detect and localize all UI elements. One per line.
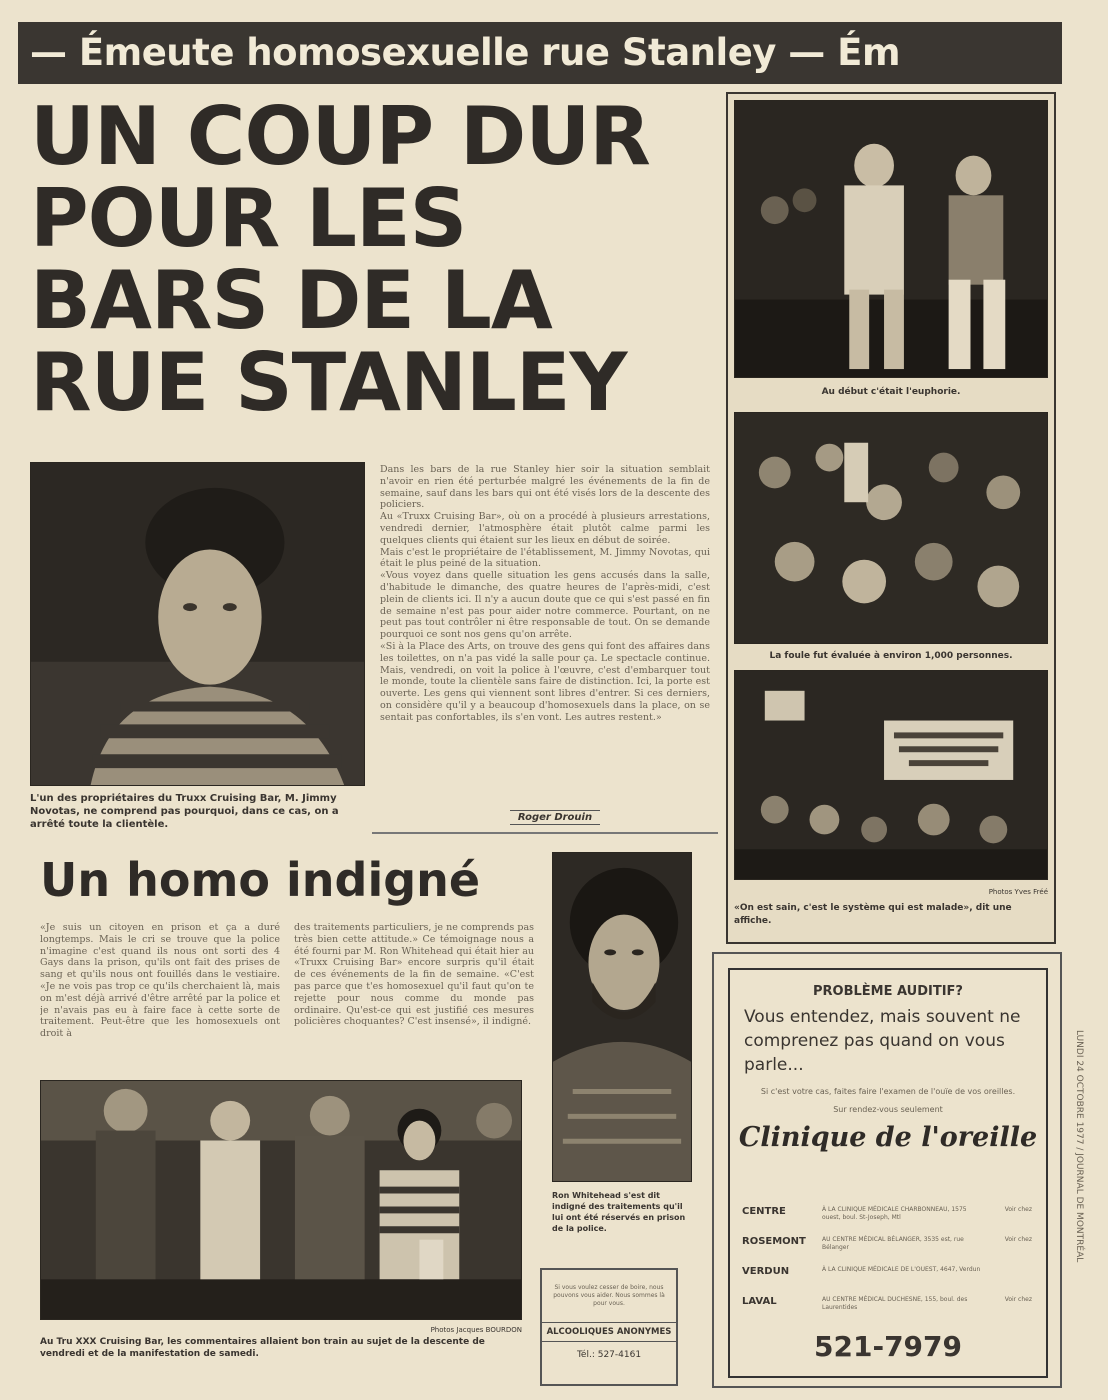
location-address: AU CENTRE MÉDICAL DUCHESNE, 155, boul. des Laurentides — [822, 1296, 968, 1311]
hearing-ad-lead: Vous entendez, mais souvent ne comprenez pas quand on vous parle... — [744, 1007, 1021, 1075]
owner-portrait-caption: L'un des propriétaires du Truxx Cruising Bar, M. Jimmy Novotas, ne comprend pas pourquoi, dans ce cas, on a arrêté toute la clientèle. — [30, 793, 339, 830]
aa-advertisement — [540, 1268, 678, 1386]
location-row — [742, 1266, 1038, 1296]
headline-line-1: UN COUP DUR — [30, 90, 650, 183]
protest-photo-credit: Photos Yves Fréé — [988, 888, 1048, 896]
hearing-ad-appointment: Sur rendez-vous seulement — [833, 1105, 943, 1114]
main-article-body — [380, 464, 710, 794]
location-note: Voir chez — [1004, 1296, 1032, 1303]
main-headline — [30, 90, 720, 429]
hearing-ad-heading: PROBLÈME AUDITIF? — [813, 984, 963, 999]
main-article-paragraph: Au «Truxx Cruising Bar», où on a procédé à plusieurs arrestations, vendredi dernier, l'atmosphère était plutôt calme parmi les quelques clients qui étaient sur les lieux en début de soirée. — [380, 511, 710, 546]
main-article-paragraph: «Vous voyez dans quelle situation les gens accusés dans la salle, d'habitude le dimanche, des quatre heures de l'après-midi, c'est plein de clients ici. Il n'y a aucun doute que ce qui s'est passé en fin de semaine n'est pas pour aider notre commerce. Pourtant, on ne peut pas tout contrôler ni être responsable de tout. On se demande pourquoi ce sont nos gens qu'on arrête. — [380, 570, 710, 641]
main-article-paragraph: Dans les bars de la rue Stanley hier soir la situation semblait n'avoir en rien été perturbée malgré les événements de la fin de semaine, sauf dans les bars qui ont été visés lors de la descente des policiers. — [380, 464, 710, 511]
aa-ad-name: ALCOOLIQUES ANONYMES — [542, 1322, 676, 1342]
location-address: À LA CLINIQUE MÉDICALE CHARBONNEAU, 1575 ouest, boul. St-Joseph, Mtl — [822, 1206, 967, 1221]
whitehead-portrait-photo — [552, 852, 692, 1182]
headline-line-4: RUE STANLEY — [30, 336, 627, 429]
bar-group-photo-credit: Photos Jacques BOURDON — [430, 1326, 522, 1334]
location-note: Voir chez — [1004, 1236, 1032, 1243]
headline-line-2: POUR LES — [30, 172, 467, 265]
location-address: AU CENTRE MÉDICAL BÉLANGER, 3535 est, rue Bélanger — [822, 1236, 964, 1251]
main-article-paragraph: Mais c'est le propriétaire de l'établissement, M. Jimmy Novotas, qui était le plus peiné de la situation. — [380, 546, 710, 570]
main-article-byline: Roger Drouin — [510, 810, 600, 825]
headline-line-3: BARS DE LA — [30, 254, 552, 347]
owner-portrait-photo — [30, 462, 365, 786]
location-name: LAVAL — [742, 1296, 777, 1307]
protest-photo — [734, 670, 1048, 880]
subarticle-title: Un homo indigné — [40, 853, 481, 907]
location-name: CENTRE — [742, 1206, 786, 1217]
subarticle-column-1: «Je suis un citoyen en prison et ça a duré longtemps. Mais le cri se trouve que la police n'imagine c'est quand ils nous ont sorti des 4 Gays dans la prison, qu'ils ont fait des prises de sang et qu'ils nous ont fouillés dans le vestiaire. «Je ne vois pas trop ce qu'ils cherchaient là, mais on m'est déjà arrivé d'être arrêté par la police et je n'avais pas eu à faire face à cette sorte de traitement. Peut-être que les homosexuels ont droit à — [40, 922, 280, 1040]
crowd-photo — [734, 412, 1048, 644]
aa-ad-phone: Tél.: 527-4161 — [576, 1350, 642, 1360]
protest-photo-caption: «On est sain, c'est le système qui est malade», dit une affiche. — [734, 903, 1012, 926]
location-name: ROSEMONT — [742, 1236, 806, 1247]
hearing-ad-small-text: Si c'est votre cas, faites faire l'examen de l'ouïe de vos oreilles. — [760, 1087, 1016, 1096]
dancing-photo — [734, 100, 1048, 378]
hearing-ad-locations — [742, 1206, 1038, 1326]
location-row — [742, 1206, 1038, 1236]
top-banner: — Émeute homosexuelle rue Stanley — Ém — [18, 22, 1062, 84]
main-article-paragraph: «Si à la Place des Arts, on trouve des gens qui font des affaires dans les toilettes, on n'a pas vidé la salle pour ça. Le spectacle continue. Mais, vendredi, on voit la police à l'œuvre, c'est d'embarquer tout le monde, toute la clientèle sans faire de distinction. Ici, la porte est ouverte. Les gens qui viennent sont libres d'entrer. Si ces derniers, on considère qu'il y a beaucoup d'homosexuels dans la place, on se sentait pas confortables, ils s'en vont. Les autres restent.» — [380, 640, 710, 723]
location-row — [742, 1296, 1038, 1326]
section-divider — [372, 832, 718, 834]
subarticle-column-2: des traitements particuliers, je ne comprends pas très bien cette attitude.» Ce témoignage nous a été fourni par M. Ron Whitehead qui était hier au «Truxx Cruising Bar» encore surpris qu'il était de ces événements de la fin de semaine. «C'est pas parce que t'es homosexuel qu'il faut qu'on te rejette pour nous comme du monde pas ordinaire. Qu'est-ce qui est justifié ces mesures policières choquantes? C'est insensé», il indigné. — [294, 922, 534, 1028]
whitehead-portrait-caption: Ron Whitehead s'est dit indigné des traitements qu'il lui ont été réservés en prison de la police. — [552, 1191, 686, 1233]
hearing-ad-brand: Clinique de l'oreille — [738, 1122, 1038, 1153]
location-address: À LA CLINIQUE MÉDICALE DE L'OUEST, 4647, Verdun — [822, 1266, 981, 1273]
location-name: VERDUN — [742, 1266, 790, 1277]
hearing-ad-phone: 521-7979 — [814, 1330, 962, 1363]
location-row — [742, 1236, 1038, 1266]
hearing-advertisement — [728, 968, 1048, 1378]
newspaper-date-strip: LUNDI 24 OCTOBRE 1977 / JOURNAL DE MONTRÉAL — [1074, 1030, 1084, 1263]
aa-ad-small-text: Si vous voulez cesser de boire, nous pouvons vous aider. Nous sommes là pour vous. — [553, 1284, 665, 1307]
dancing-photo-caption: Au début c'était l'euphorie. — [821, 387, 961, 397]
right-photo-column — [726, 92, 1056, 944]
location-note: Voir chez — [1004, 1206, 1032, 1213]
crowd-photo-caption: La foule fut évaluée à environ 1,000 personnes. — [769, 651, 1013, 661]
bar-group-photo — [40, 1080, 522, 1320]
bar-group-photo-caption: Au Tru XXX Cruising Bar, les commentaires allaient bon train au sujet de la descente de vendredi et de la manifestation de samedi. — [40, 1337, 485, 1359]
